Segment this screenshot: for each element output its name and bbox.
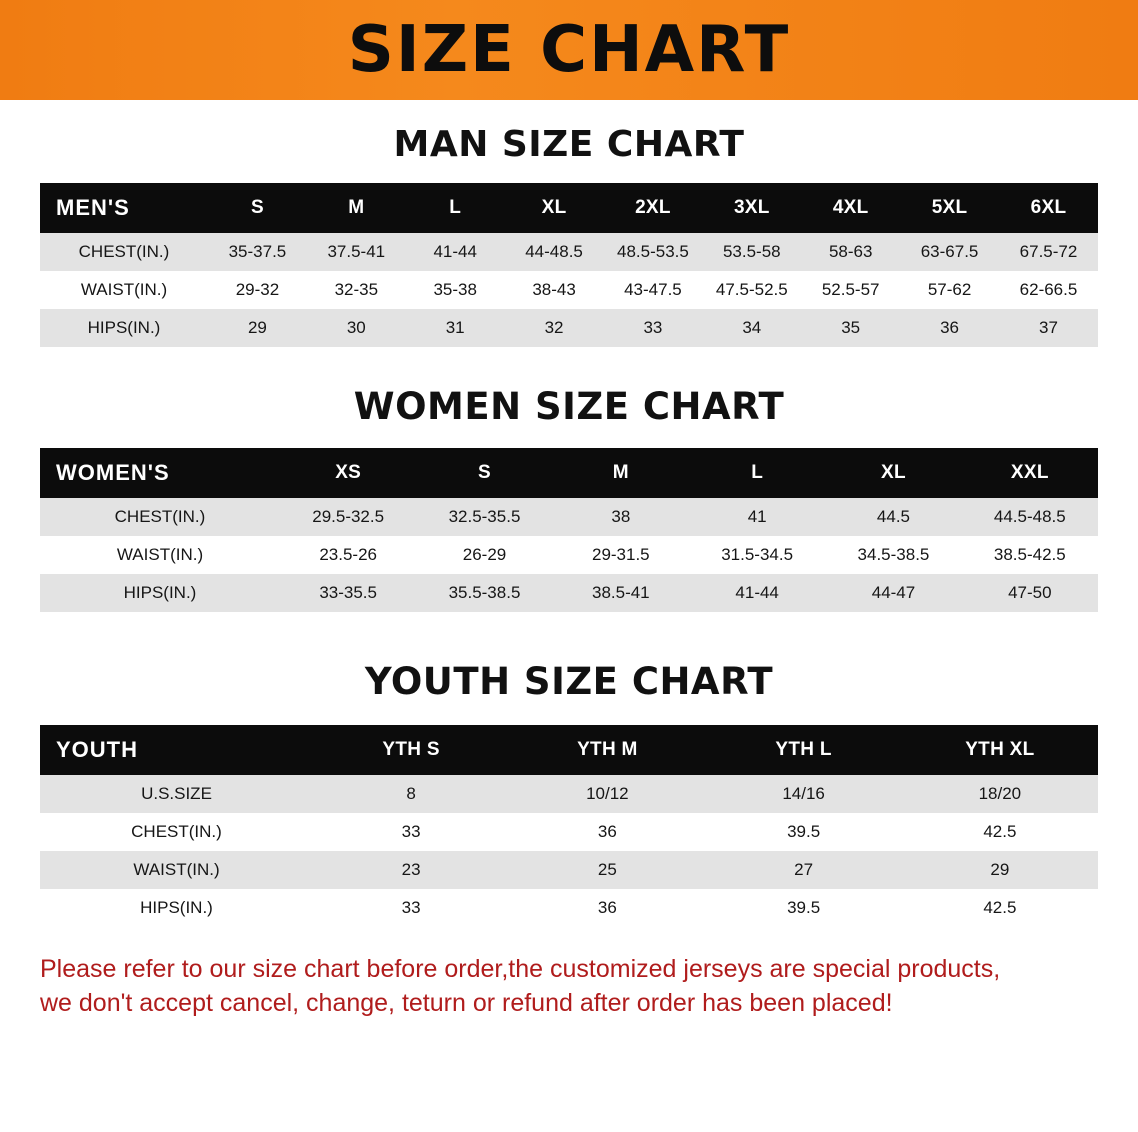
women-header-label: WOMEN'S	[40, 448, 280, 498]
women-section-title: WOMEN SIZE CHART	[353, 385, 785, 428]
women-table-wrapper	[40, 448, 1098, 612]
women-hips-xs: 33-35.5	[280, 574, 416, 612]
men-header-l: L	[406, 183, 505, 233]
table-header-row	[40, 448, 1098, 498]
youth-header-s: YTH S	[313, 725, 509, 775]
youth-hips-l: 39.5	[706, 889, 902, 927]
youth-hips-xl: 42.5	[902, 889, 1098, 927]
youth-header-m: YTH M	[509, 725, 705, 775]
men-chest-5xl: 63-67.5	[900, 233, 999, 271]
men-header-s: S	[208, 183, 307, 233]
women-table-body	[40, 498, 1098, 612]
youth-chest-label: CHEST(IN.)	[40, 813, 313, 851]
youth-ussize-s: 8	[313, 775, 509, 813]
men-hips-2xl: 33	[604, 309, 703, 347]
women-header-l: L	[689, 448, 825, 498]
table-row	[40, 233, 1098, 271]
youth-size-table	[40, 725, 1098, 927]
man-table-head	[40, 183, 1098, 233]
women-waist-xs: 23.5-26	[280, 536, 416, 574]
men-header-3xl: 3XL	[702, 183, 801, 233]
youth-ussize-label: U.S.SIZE	[40, 775, 313, 813]
disclaimer-line-1: Please refer to our size chart before order,the customized jerseys are special products,	[40, 955, 1001, 983]
women-chest-l: 41	[689, 498, 825, 536]
women-chest-label: CHEST(IN.)	[40, 498, 280, 536]
women-hips-xxl: 47-50	[962, 574, 1098, 612]
women-waist-s: 26-29	[416, 536, 552, 574]
table-row	[40, 498, 1098, 536]
women-chest-m: 38	[553, 498, 689, 536]
men-chest-m: 37.5-41	[307, 233, 406, 271]
table-row	[40, 271, 1098, 309]
men-waist-4xl: 52.5-57	[801, 271, 900, 309]
men-header-6xl: 6XL	[999, 183, 1098, 233]
youth-hips-s: 33	[313, 889, 509, 927]
men-hips-6xl: 37	[999, 309, 1098, 347]
men-waist-2xl: 43-47.5	[604, 271, 703, 309]
man-table-wrapper	[40, 183, 1098, 347]
women-size-table	[40, 448, 1098, 612]
women-waist-label: WAIST(IN.)	[40, 536, 280, 574]
men-header-2xl: 2XL	[604, 183, 703, 233]
women-header-xl: XL	[825, 448, 961, 498]
table-row	[40, 813, 1098, 851]
youth-waist-label: WAIST(IN.)	[40, 851, 313, 889]
men-waist-label: WAIST(IN.)	[40, 271, 208, 309]
disclaimer-line-2: we don't accept cancel, change, teturn or refund after order has been placed!	[40, 988, 893, 1017]
youth-table-head	[40, 725, 1098, 775]
youth-waist-s: 23	[313, 851, 509, 889]
page-title: SIZE CHART	[347, 13, 791, 87]
men-header-4xl: 4XL	[801, 183, 900, 233]
women-header-s: S	[416, 448, 552, 498]
youth-table-body	[40, 775, 1098, 927]
men-hips-l: 31	[406, 309, 505, 347]
women-chest-xl: 44.5	[825, 498, 961, 536]
man-size-table	[40, 183, 1098, 347]
men-chest-4xl: 58-63	[801, 233, 900, 271]
women-hips-xl: 44-47	[825, 574, 961, 612]
youth-chest-s: 33	[313, 813, 509, 851]
youth-waist-l: 27	[706, 851, 902, 889]
youth-ussize-l: 14/16	[706, 775, 902, 813]
men-header-m: M	[307, 183, 406, 233]
women-hips-m: 38.5-41	[553, 574, 689, 612]
youth-header-xl: YTH XL	[902, 725, 1098, 775]
youth-waist-xl: 29	[902, 851, 1098, 889]
men-chest-6xl: 67.5-72	[999, 233, 1098, 271]
women-hips-l: 41-44	[689, 574, 825, 612]
women-waist-xl: 34.5-38.5	[825, 536, 961, 574]
men-hips-label: HIPS(IN.)	[40, 309, 208, 347]
youth-chest-m: 36	[509, 813, 705, 851]
youth-ussize-xl: 18/20	[902, 775, 1098, 813]
men-hips-3xl: 34	[702, 309, 801, 347]
men-waist-m: 32-35	[307, 271, 406, 309]
table-header-row	[40, 725, 1098, 775]
women-hips-label: HIPS(IN.)	[40, 574, 280, 612]
page-banner	[0, 0, 1138, 100]
women-waist-m: 29-31.5	[553, 536, 689, 574]
men-waist-xl: 38-43	[505, 271, 604, 309]
women-header-m: M	[553, 448, 689, 498]
table-header-row	[40, 183, 1098, 233]
men-header-5xl: 5XL	[900, 183, 999, 233]
disclaimer-note	[40, 953, 1098, 1021]
men-header-xl: XL	[505, 183, 604, 233]
youth-waist-m: 25	[509, 851, 705, 889]
youth-ussize-m: 10/12	[509, 775, 705, 813]
youth-section-title: YOUTH SIZE CHART	[364, 660, 774, 703]
youth-header-label: YOUTH	[40, 725, 313, 775]
women-chest-xxl: 44.5-48.5	[962, 498, 1098, 536]
men-chest-s: 35-37.5	[208, 233, 307, 271]
man-table-body	[40, 233, 1098, 347]
women-waist-xxl: 38.5-42.5	[962, 536, 1098, 574]
men-chest-2xl: 48.5-53.5	[604, 233, 703, 271]
men-header-label: MEN'S	[40, 183, 208, 233]
youth-chest-l: 39.5	[706, 813, 902, 851]
men-chest-3xl: 53.5-58	[702, 233, 801, 271]
men-waist-3xl: 47.5-52.5	[702, 271, 801, 309]
men-waist-s: 29-32	[208, 271, 307, 309]
men-waist-5xl: 57-62	[900, 271, 999, 309]
women-table-head	[40, 448, 1098, 498]
women-chest-xs: 29.5-32.5	[280, 498, 416, 536]
men-hips-4xl: 35	[801, 309, 900, 347]
women-header-xxl: XXL	[962, 448, 1098, 498]
women-hips-s: 35.5-38.5	[416, 574, 552, 612]
men-waist-6xl: 62-66.5	[999, 271, 1098, 309]
men-chest-label: CHEST(IN.)	[40, 233, 208, 271]
men-hips-s: 29	[208, 309, 307, 347]
men-hips-xl: 32	[505, 309, 604, 347]
table-row	[40, 536, 1098, 574]
youth-hips-m: 36	[509, 889, 705, 927]
men-chest-l: 41-44	[406, 233, 505, 271]
table-row	[40, 851, 1098, 889]
table-row	[40, 574, 1098, 612]
table-row	[40, 889, 1098, 927]
youth-hips-label: HIPS(IN.)	[40, 889, 313, 927]
men-chest-xl: 44-48.5	[505, 233, 604, 271]
youth-chest-xl: 42.5	[902, 813, 1098, 851]
men-hips-5xl: 36	[900, 309, 999, 347]
table-row	[40, 775, 1098, 813]
youth-table-wrapper	[40, 725, 1098, 927]
women-header-xs: XS	[280, 448, 416, 498]
women-waist-l: 31.5-34.5	[689, 536, 825, 574]
men-hips-m: 30	[307, 309, 406, 347]
man-section-title: MAN SIZE CHART	[393, 124, 745, 165]
table-row	[40, 309, 1098, 347]
men-waist-l: 35-38	[406, 271, 505, 309]
youth-header-l: YTH L	[706, 725, 902, 775]
women-chest-s: 32.5-35.5	[416, 498, 552, 536]
